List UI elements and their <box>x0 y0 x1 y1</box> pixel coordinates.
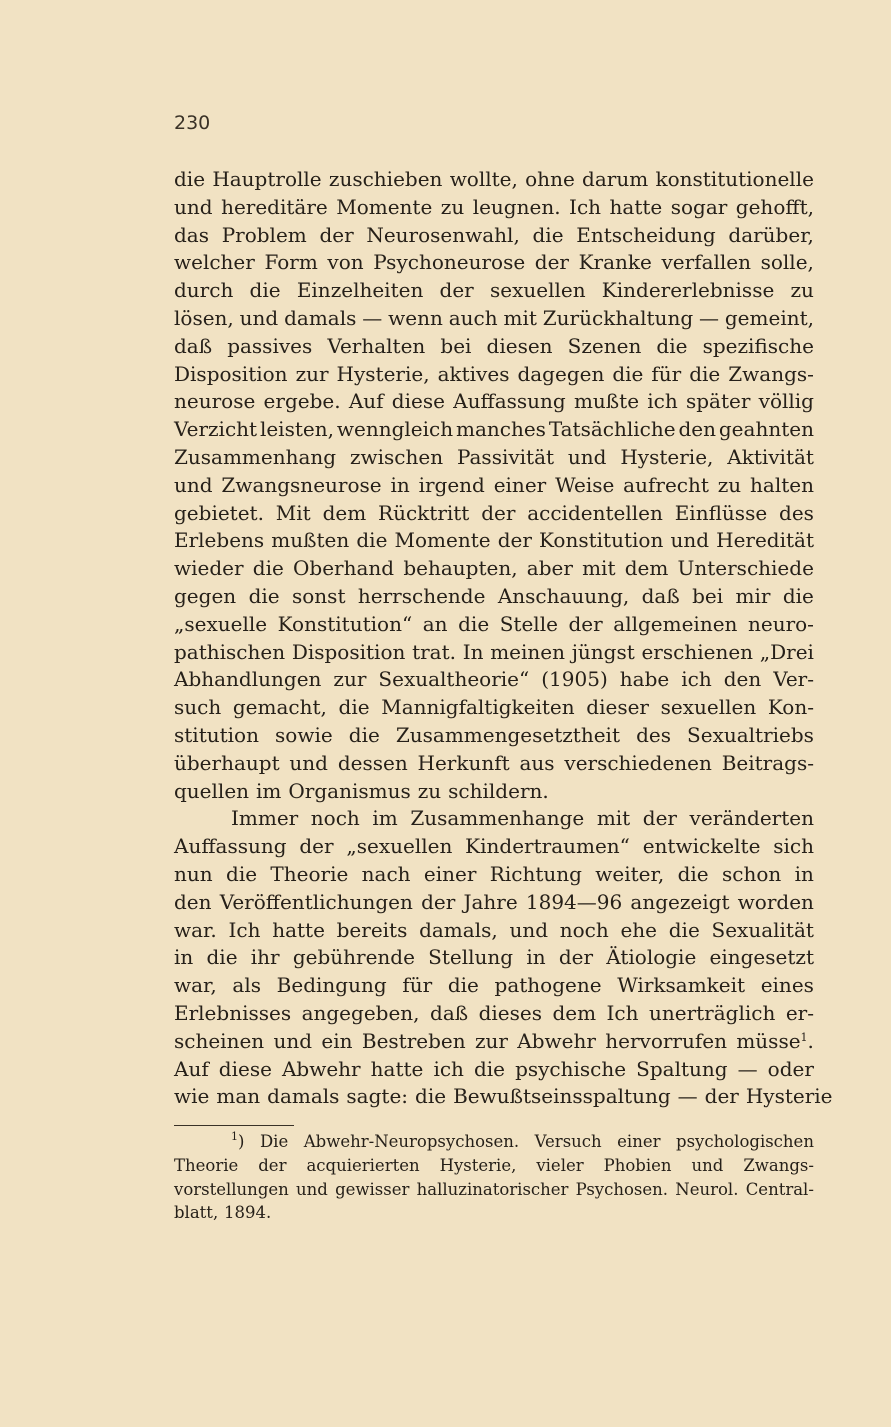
text-line: lösen, und damals — wenn auch mit Zurückhaltung — gemeint, <box>174 305 814 330</box>
text-line: wie man damals sagte: die Bewußtseinsspaltung — der Hysterie <box>174 1084 833 1109</box>
text-line: scheinen und ein Bestreben zur Abwehr hervorrufen müsse$^1$. <box>174 1028 814 1053</box>
text-line: Auffassung der „sexuellen Kindertraumen“ entwickelte sich <box>174 834 814 859</box>
text-line: Auf diese Abwehr hatte ich die psychische Spaltung — oder <box>174 1056 814 1081</box>
body-text <box>174 166 833 1111</box>
text-line: das Problem der Neurosenwahl, die Entscheidung darüber, <box>174 222 814 247</box>
text-line: Immer noch im Zusammenhange mit der veränderten <box>231 806 814 831</box>
text-line: den Veröffentlichungen der Jahre 1894—96 angezeigt worden <box>174 889 814 914</box>
text-line: wieder die Oberhand behaupten, aber mit dem Unterschiede <box>174 556 814 581</box>
text-line: und Zwangsneurose in irgend einer Weise aufrecht zu halten <box>174 472 814 497</box>
text-line: war. Ich hatte bereits damals, und noch ehe die Sexualität <box>174 917 814 942</box>
text-line: Verzicht leisten, wenngleich manches Tatsächliche den geahnten <box>174 417 814 442</box>
text-line: pathischen Disposition trat. In meinen jüngst erschienen „Drei <box>174 639 814 664</box>
text-line: gegen die sonst herrschende Anschauung, daß bei mir die <box>174 583 814 608</box>
text-line: daß passives Verhalten bei diesen Szenen die spezifische <box>174 333 814 358</box>
text-line: gebietet. Mit dem Rücktritt der accidentellen Einflüsse des <box>174 500 814 525</box>
footnote-line: vorstellungen und gewisser halluzinatorischer Psychosen. Neurol. Central- <box>174 1179 814 1199</box>
footnote <box>174 1130 814 1225</box>
footnote-line: $^1$) Die Abwehr-Neuropsychosen. Versuch einer psychologischen <box>174 1130 814 1154</box>
footnote-divider <box>174 1125 294 1126</box>
text-line: such gemacht, die Mannigfaltigkeiten dieser sexuellen Kon- <box>174 695 814 720</box>
footnote-line: blatt, 1894. <box>174 1203 272 1223</box>
text-line: die Hauptrolle zuschieben wollte, ohne darum konstitutionelle <box>174 167 814 191</box>
page-number: 230 <box>174 112 211 134</box>
text-line: Disposition zur Hysterie, aktives dagegen die für die Zwangs- <box>174 361 814 386</box>
footnote-reference: 1 <box>800 1030 808 1044</box>
text-line: Erlebens mußten die Momente der Konstitution und Heredität <box>174 528 814 553</box>
text-line: Zusammenhang zwischen Passivität und Hysterie, Aktivität <box>174 444 814 469</box>
text-line: in die ihr gebührende Stellung in der Ätiologie eingesetzt <box>174 945 814 970</box>
text-line: neurose ergebe. Auf diese Auffassung mußte ich später völlig <box>174 389 814 414</box>
text-line: war, als Bedingung für die pathogene Wirksamkeit eines <box>174 973 814 998</box>
text-line: überhaupt und dessen Herkunft aus verschiedenen Beitrags- <box>174 750 814 775</box>
text-line: welcher Form von Psychoneurose der Kranke verfallen solle, <box>174 250 814 275</box>
text-line: stitution sowie die Zusammengesetztheit des Sexualtriebs <box>174 722 814 747</box>
text-line: Abhandlungen zur Sexualtheorie“ (1905) habe ich den Ver- <box>174 667 814 692</box>
text-line: nun die Theorie nach einer Richtung weiter, die schon in <box>174 861 814 886</box>
footnote-line: Theorie der acquierierten Hysterie, vieler Phobien und Zwangs- <box>174 1155 814 1175</box>
text-line: „sexuelle Konstitution“ an die Stelle der allgemeinen neuro- <box>174 611 814 636</box>
text-line: und hereditäre Momente zu leugnen. Ich hatte sogar gehofft, <box>174 194 814 219</box>
footnote-marker: $^1$) <box>231 1130 245 1151</box>
text-line: quellen im Organismus zu schildern. <box>174 778 549 803</box>
text-line: durch die Einzelheiten der sexuellen Kindererlebnisse zu <box>174 278 814 303</box>
text-line: Erlebnisses angegeben, daß dieses dem Ich unerträglich er- <box>174 1000 814 1025</box>
